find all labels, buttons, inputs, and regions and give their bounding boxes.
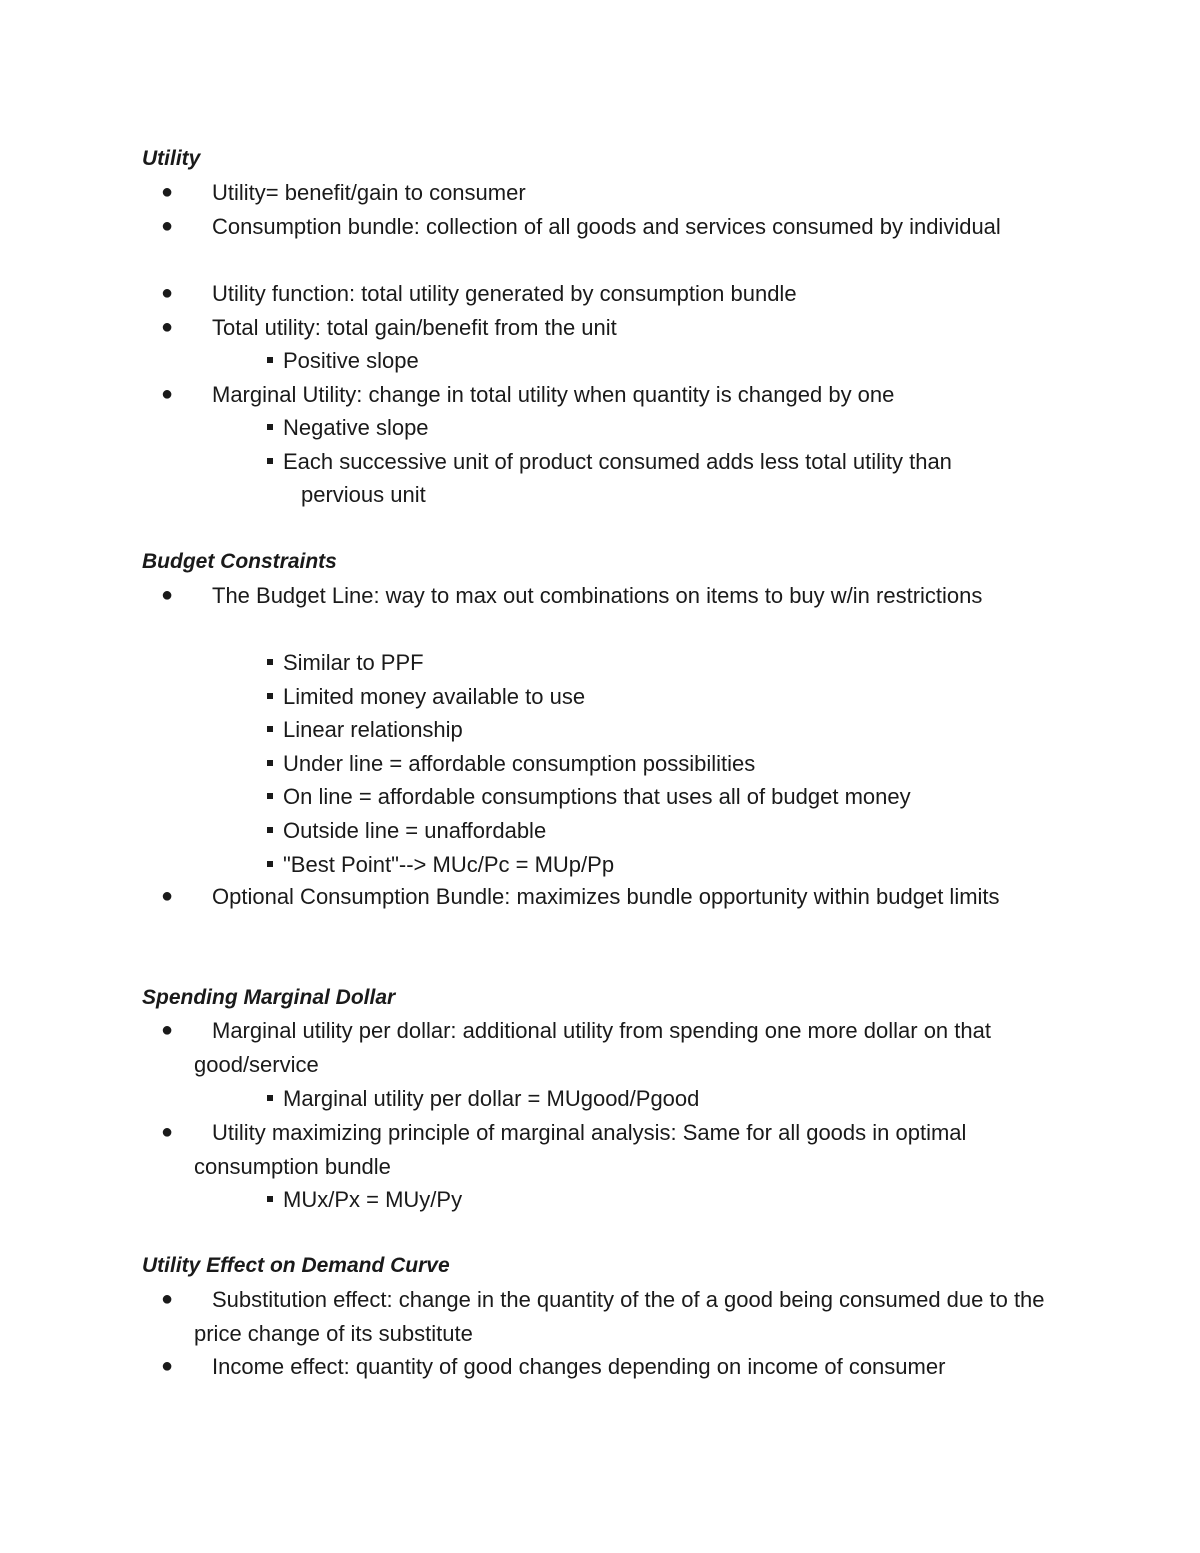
bullet-text: Utility function: total utility generated by consumption bundle bbox=[212, 281, 797, 306]
bullet-dot-icon: ● bbox=[160, 1288, 174, 1310]
sub-bullet-text: On line = affordable consumptions that uses all of budget money bbox=[283, 784, 911, 809]
bullet-dot-icon: ● bbox=[160, 1121, 174, 1143]
square-bullet-icon bbox=[267, 827, 273, 833]
square-bullet-icon bbox=[267, 1095, 273, 1101]
bullet-text: Marginal utility per dollar: additional utility from spending one more dollar on that good/service bbox=[194, 1018, 991, 1077]
bullet-text: Marginal Utility: change in total utility when quantity is changed by one bbox=[212, 382, 895, 407]
section-heading-budget-constraints: Budget Constraints bbox=[142, 550, 337, 573]
sub-bullet-text: MUx/Px = MUy/Py bbox=[283, 1187, 463, 1212]
square-bullet-icon bbox=[267, 861, 273, 867]
bullet-text: Consumption bundle: collection of all goods and services consumed by individual bbox=[212, 214, 1001, 239]
sub-bullet-continuation: pervious unit bbox=[301, 482, 426, 507]
section-heading-spending-marginal-dollar: Spending Marginal Dollar bbox=[142, 986, 396, 1009]
sub-bullet-text: Positive slope bbox=[283, 348, 419, 373]
bullet-dot-icon: ● bbox=[160, 181, 174, 203]
sub-bullet-text: Linear relationship bbox=[283, 717, 463, 742]
bullet-dot-icon: ● bbox=[160, 1355, 174, 1377]
sub-bullet-text: Negative slope bbox=[283, 415, 429, 440]
square-bullet-icon bbox=[267, 659, 273, 665]
square-bullet-icon bbox=[267, 424, 273, 430]
bullet-dot-icon: ● bbox=[160, 885, 174, 907]
bullet-text: Total utility: total gain/benefit from the unit bbox=[212, 315, 617, 340]
square-bullet-icon bbox=[267, 458, 273, 464]
bullet-dot-icon: ● bbox=[160, 316, 174, 338]
sub-bullet-text: Under line = affordable consumption possibilities bbox=[283, 751, 756, 776]
sub-bullet-text: "Best Point"--> MUc/Pc = MUp/Pp bbox=[283, 852, 615, 877]
square-bullet-icon bbox=[267, 793, 273, 799]
sub-bullet-text: Limited money available to use bbox=[283, 684, 586, 709]
bullet-dot-icon: ● bbox=[160, 383, 174, 405]
section-heading-utility-effect-on-demand-curve: Utility Effect on Demand Curve bbox=[142, 1254, 450, 1277]
sub-bullet-text: Marginal utility per dollar = MUgood/Pgood bbox=[283, 1086, 700, 1111]
square-bullet-icon bbox=[267, 693, 273, 699]
sub-bullet-text: Similar to PPF bbox=[283, 650, 424, 675]
bullet-text: Utility= benefit/gain to consumer bbox=[212, 180, 526, 205]
bullet-dot-icon: ● bbox=[160, 1019, 174, 1041]
bullet-dot-icon: ● bbox=[160, 282, 174, 304]
square-bullet-icon bbox=[267, 357, 273, 363]
section-heading-utility: Utility bbox=[142, 147, 201, 170]
bullet-text: Income effect: quantity of good changes depending on income of consumer bbox=[212, 1354, 946, 1379]
square-bullet-icon bbox=[267, 1196, 273, 1202]
bullet-dot-icon: ● bbox=[160, 584, 174, 606]
bullet-text: Substitution effect: change in the quantity of the of a good being consumed due to the price change of its substitute bbox=[194, 1287, 1045, 1346]
square-bullet-icon bbox=[267, 760, 273, 766]
bullet-dot-icon: ● bbox=[160, 215, 174, 237]
sub-bullet-text: Each successive unit of product consumed adds less total utility than bbox=[283, 449, 952, 474]
bullet-text: The Budget Line: way to max out combinations on items to buy w/in restrictions bbox=[212, 583, 983, 608]
square-bullet-icon bbox=[267, 726, 273, 732]
bullet-text: Optional Consumption Bundle: maximizes bundle opportunity within budget limits bbox=[212, 884, 1000, 909]
sub-bullet-text: Outside line = unaffordable bbox=[283, 818, 547, 843]
bullet-text: Utility maximizing principle of marginal analysis: Same for all goods in optimal consumption bundle bbox=[194, 1120, 967, 1179]
